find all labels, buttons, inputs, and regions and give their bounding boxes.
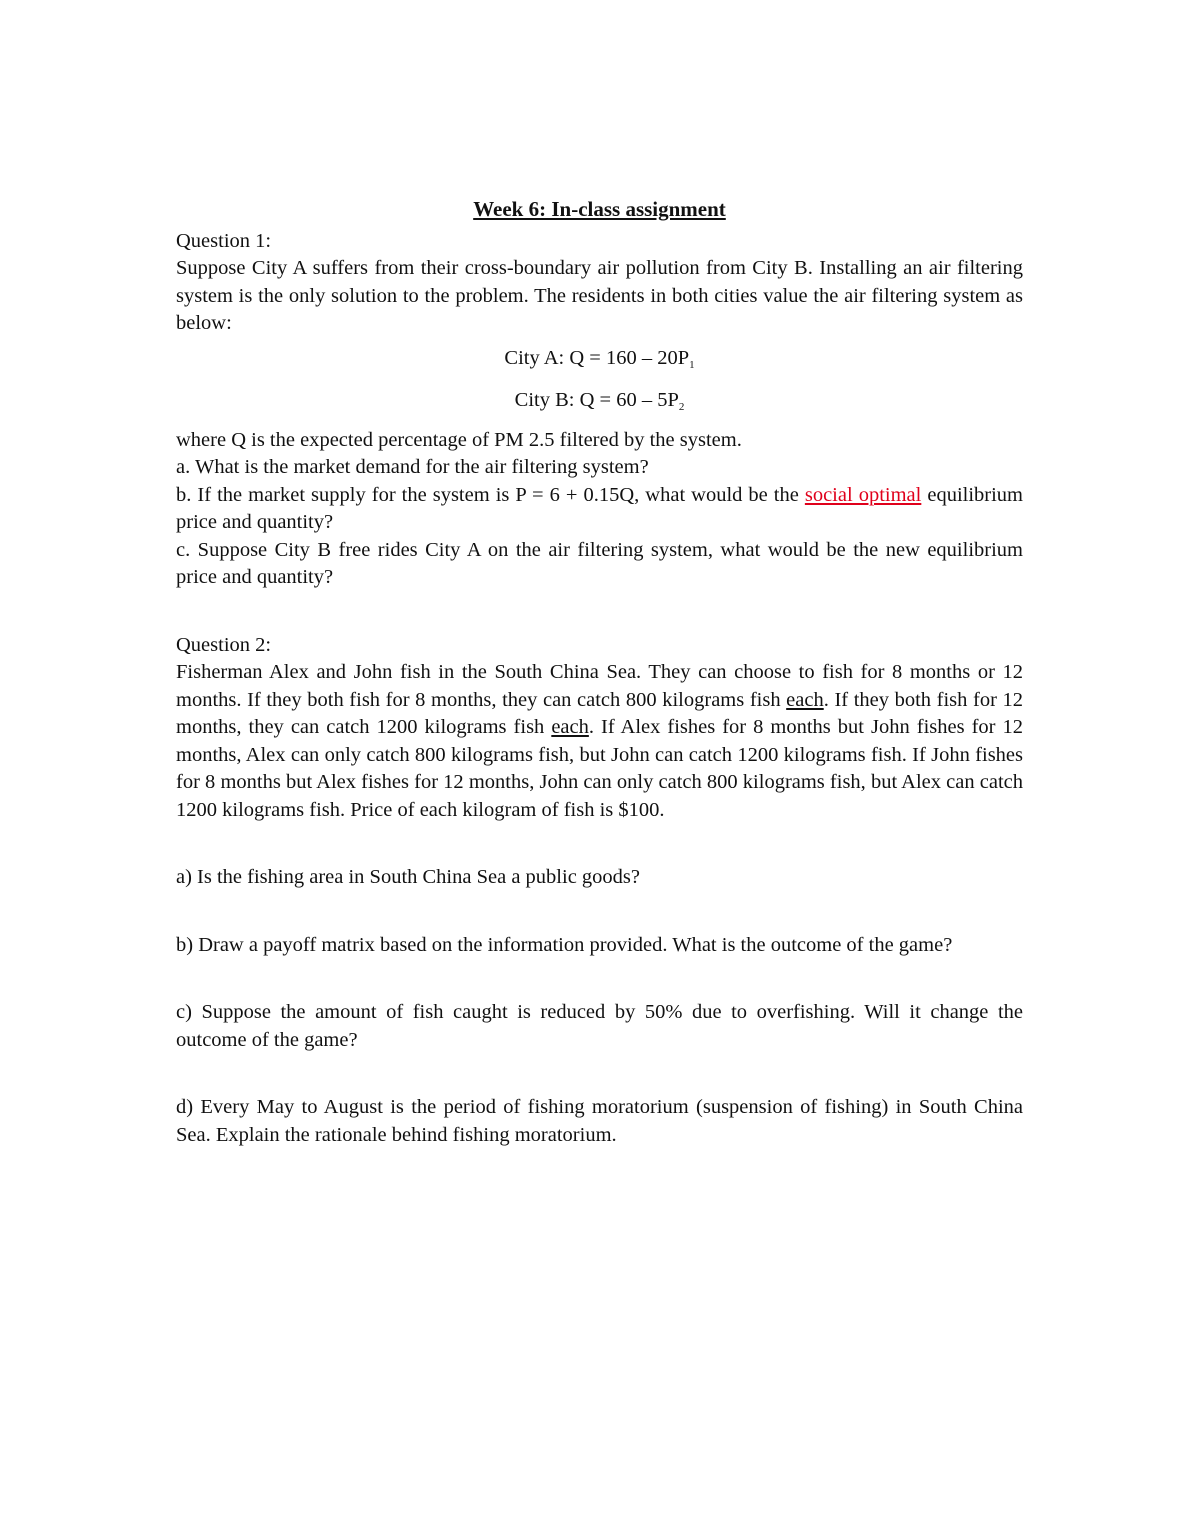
- question-2-scenario-part-1: Fisherman Alex and John fish in the South China Sea. They can choose to fish for 8 months or 12 months. If they both fish for 8 months, they can catch 800 kilograms fish: [176, 661, 1023, 711]
- question-2-heading: Question 2:: [176, 633, 272, 656]
- question-2-part-b: b) Draw a payoff matrix based on the information provided. What is the outcome of the game?: [176, 933, 953, 956]
- spacer: [176, 892, 1023, 932]
- equation-city-b-subscript: 2: [678, 400, 685, 413]
- question-2-part-c: c) Suppose the amount of fish caught is reduced by 50% due to overfishing. Will it change the outcome of the game?: [176, 1001, 1023, 1051]
- spacer: [176, 1054, 1023, 1094]
- each-underline-1: each: [786, 688, 824, 711]
- equation-city-a: [176, 343, 1023, 380]
- question-1-where: where Q is the expected percentage of PM 2.5 filtered by the system.: [176, 428, 742, 451]
- question-1-part-b-before: b. If the market supply for the system is P = 6 + 0.15Q, what would be the: [176, 483, 805, 506]
- question-2-scenario-part-2: . If they both fish for 12 months, they can catch 1200 kilograms fish: [176, 688, 1023, 738]
- document-body: [176, 196, 1023, 1149]
- question-2-scenario-part-3: . If Alex fishes for 8 months but John fishes for 12 months, Alex can only catch 800 kilograms fish, but John can catch 1200 kilograms fish. If John fishes for 8 months but Alex fishes for 12 months, John can only catch 800 kilograms fish, but Alex can catch 1200 kilograms fish. Price of each kilogram of fish is $100.: [176, 716, 1024, 821]
- question-1-part-c: c. Suppose City B free rides City A on the air filtering system, what would be the new equilibrium price and quantity?: [176, 538, 1023, 588]
- equation-city-b-text: City B: Q = 60 – 5P: [514, 388, 679, 411]
- question-1-intro: Suppose City A suffers from their cross-boundary air pollution from City B. Installing an air filtering system is the only solution to the problem. The residents in both cities value the air filtering system as below:: [176, 257, 1023, 334]
- equation-city-a-subscript: 1: [689, 358, 695, 371]
- spacer: [176, 592, 1023, 632]
- spacer: [176, 959, 1023, 999]
- question-2-scenario: [176, 659, 1023, 824]
- question-2-part-d: d) Every May to August is the period of fishing moratorium (suspension of fishing) in South China Sea. Explain the rationale behind fishing moratorium.: [176, 1096, 1023, 1146]
- each-underline-2: each: [551, 716, 589, 738]
- equation-city-b: [176, 385, 1023, 422]
- question-1: [176, 228, 1023, 592]
- question-1-part-b-after: equilibrium price and quantity?: [176, 483, 1023, 533]
- spacer: [176, 824, 1023, 864]
- equation-city-a-text: City A: Q = 160 – 20P: [504, 346, 690, 369]
- social-optimal-highlight: social optimal: [804, 483, 922, 506]
- question-1-part-a: a. What is the market demand for the air filtering system?: [176, 456, 649, 478]
- page-title: Week 6: In-class assignment: [473, 197, 726, 221]
- question-1-heading: Question 1:: [176, 229, 272, 252]
- question-2-part-a: a) Is the fishing area in South China Sea a public goods?: [176, 866, 640, 888]
- question-2: [176, 632, 1023, 1150]
- question-1-part-b: [176, 482, 1023, 537]
